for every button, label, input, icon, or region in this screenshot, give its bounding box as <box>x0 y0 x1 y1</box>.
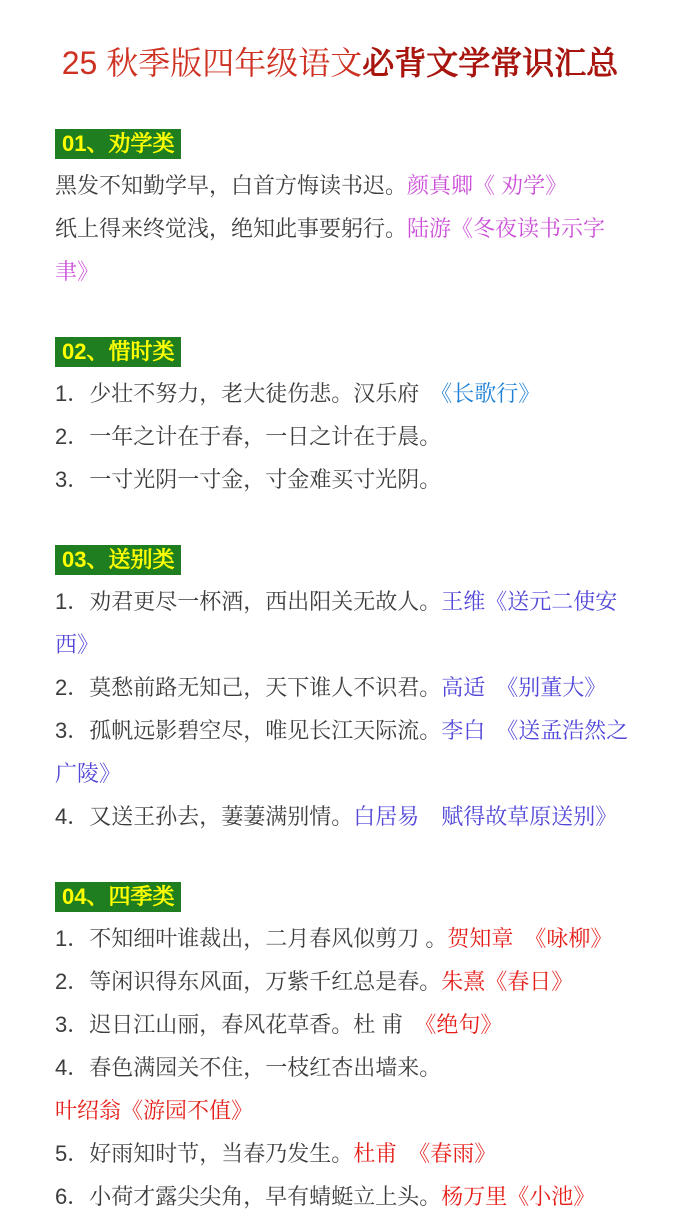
text-segment: 黑发不知勤学早，白首方悔读书迟。 <box>55 173 408 198</box>
list-item <box>55 1132 632 1175</box>
section-01 <box>55 129 632 293</box>
text-segment: 李白 《送孟浩然之广陵》 <box>55 718 629 786</box>
section-header: 04、四季类 <box>55 882 181 912</box>
text-segment: 3．迟日江山丽，春风花草香。杜 甫 <box>55 1012 426 1037</box>
title-segment: 25 秋季版四年级语文 <box>61 45 363 81</box>
list-item <box>55 207 632 293</box>
text-segment: 3．孤帆远影碧空尽，唯见长江天际流。 <box>55 718 442 743</box>
list-item <box>55 372 632 415</box>
text-segment: 2．莫愁前路无知己，天下谁人不识君。 <box>55 675 442 700</box>
list-item <box>55 709 632 795</box>
text-segment: 叶绍翁《游园不值》 <box>55 1098 254 1123</box>
content <box>55 129 632 1218</box>
section-02 <box>55 337 632 501</box>
text-segment: 2．一年之计在于春，一日之计在于晨。 <box>55 424 442 449</box>
section-03 <box>55 545 632 838</box>
section-header: 03、送别类 <box>55 545 181 575</box>
text-segment: 1．劝君更尽一杯酒，西出阳关无故人。 <box>55 589 442 614</box>
text-segment: 2．等闲识得东风面，万紫千红总是春。 <box>55 969 442 994</box>
text-segment: 颜真卿《 劝学》 <box>407 173 568 198</box>
text-segment: 杜甫 《春雨》 <box>353 1141 497 1166</box>
text-segment: 5．好雨知时节，当春乃发生。 <box>55 1141 354 1166</box>
text-segment: 高适 《别董大》 <box>441 675 607 700</box>
page-title <box>55 42 625 85</box>
text-segment: 白居易 赋得故草原送别》 <box>353 804 618 829</box>
list-item <box>55 1046 632 1132</box>
list-item <box>55 415 632 458</box>
list-item <box>55 795 632 838</box>
section-04 <box>55 882 632 1218</box>
text-segment: 陆游《冬夜读书示字聿》 <box>55 216 606 284</box>
text-segment: 王维《送元二使安西》 <box>55 589 618 657</box>
text-segment: 4．春色满园关不住，一枝红杏出墙来。 <box>55 1055 442 1080</box>
text-segment: 纸上得来终觉浅，绝知此事要躬行。 <box>55 216 408 241</box>
text-segment: 1．不知细叶谁裁出，二月春风似剪刀 。 <box>55 926 448 951</box>
text-segment: 《长歌行》 <box>441 381 541 406</box>
text-segment: 4．又送王孙去，萋萋满别情。 <box>55 804 354 829</box>
text-segment: 3．一寸光阴一寸金，寸金难买寸光阴。 <box>55 467 442 492</box>
list-item <box>55 960 632 1003</box>
section-header: 01、劝学类 <box>55 129 181 159</box>
list-item <box>55 164 632 207</box>
section-header: 02、惜时类 <box>55 337 181 367</box>
list-item <box>55 458 632 501</box>
list-item <box>55 1175 632 1218</box>
list-item <box>55 666 632 709</box>
text-segment: 1．少壮不努力，老大徒伤悲。汉乐府 <box>55 381 442 406</box>
title-segment: 必背文学常识汇总 <box>362 45 619 81</box>
list-item <box>55 917 632 960</box>
text-segment: 朱熹《春日》 <box>441 969 574 994</box>
text-segment: 6．小荷才露尖尖角，早有蜻蜓立上头。 <box>55 1184 442 1209</box>
text-segment: 《绝句》 <box>425 1012 503 1037</box>
list-item <box>55 580 632 666</box>
text-segment: 杨万里《小池》 <box>441 1184 596 1209</box>
list-item <box>55 1003 632 1046</box>
text-segment: 贺知章 《咏柳》 <box>447 926 613 951</box>
